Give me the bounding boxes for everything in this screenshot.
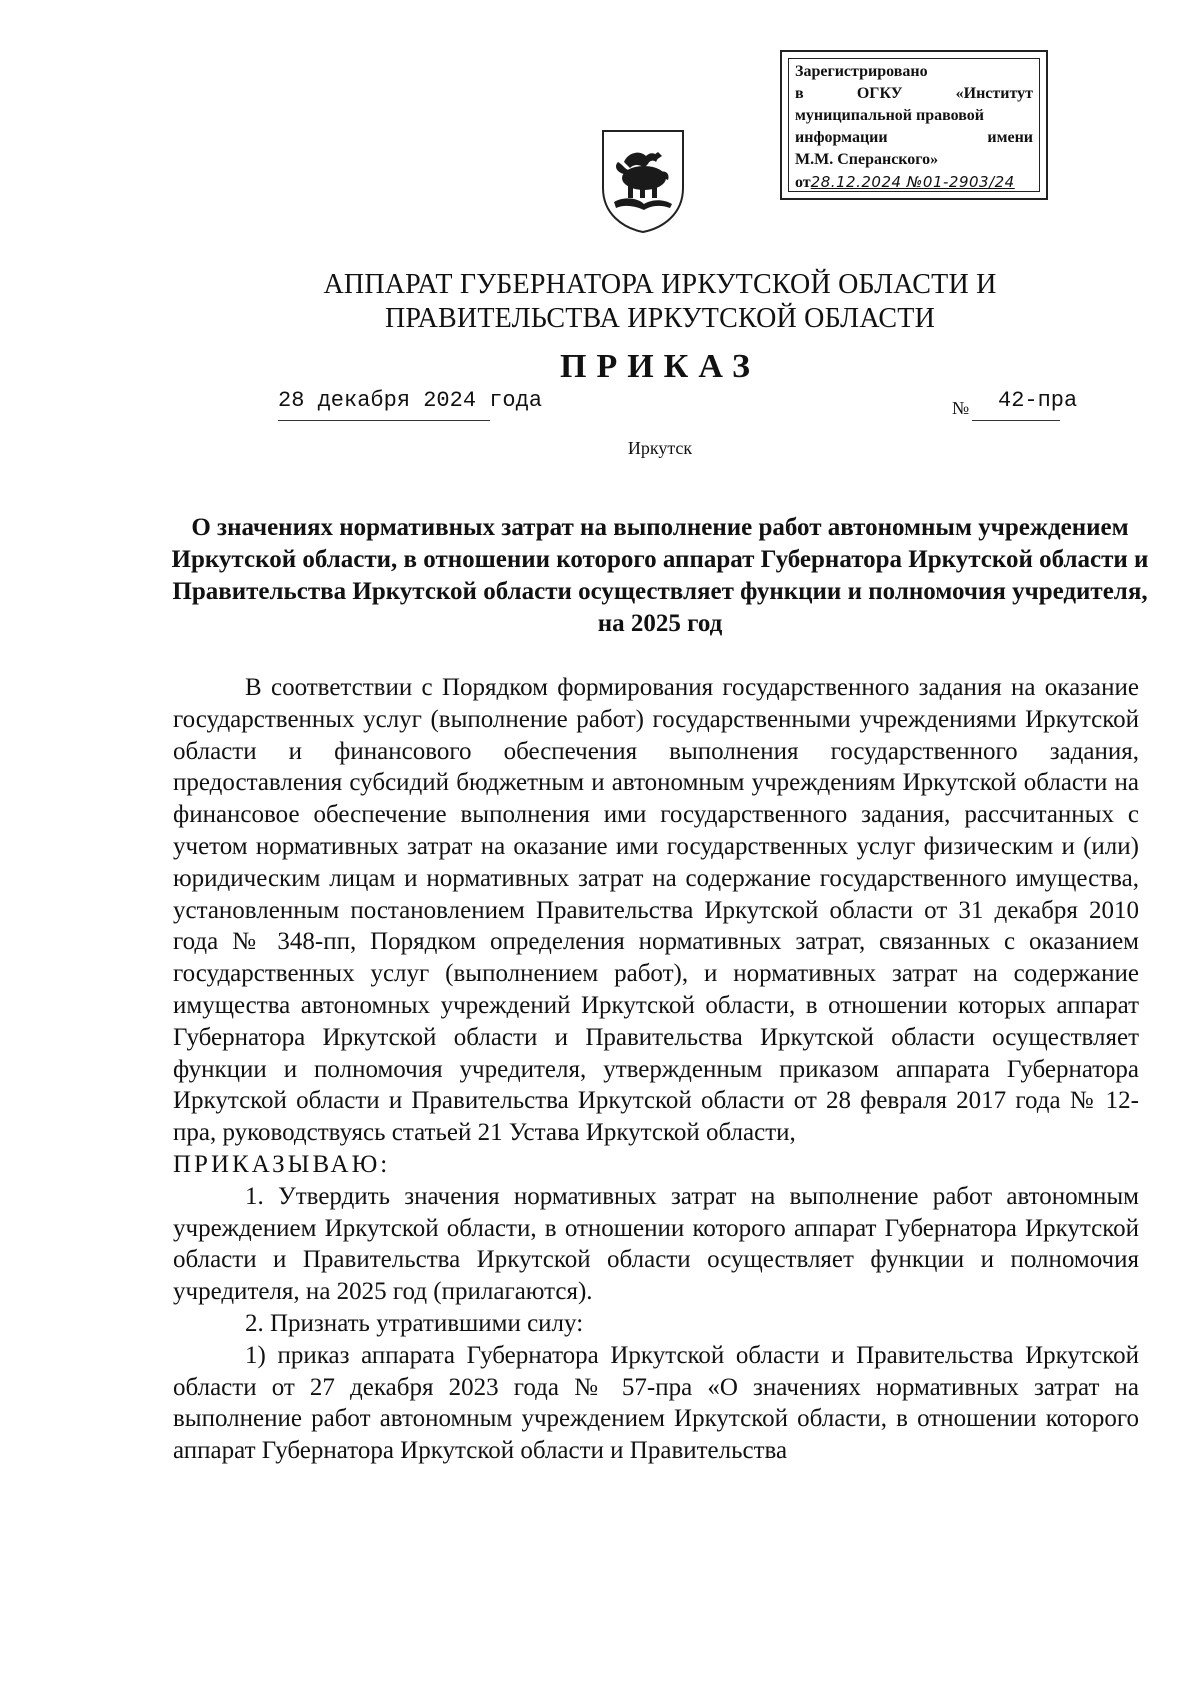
issuing-authority-line-1: АППАРАТ ГУБЕРНАТОРА ИРКУТСКОЙ ОБЛАСТИ И <box>323 269 997 300</box>
stamp-line-5: М.М. Сперанского» <box>795 151 939 168</box>
stamp-line-4-a: информации <box>795 129 888 146</box>
number-label: № <box>952 398 970 418</box>
stamp-date-prefix: от <box>795 174 811 191</box>
stamp-line-3: муниципальной правовой <box>795 107 985 124</box>
irkutsk-coat-of-arms-icon <box>600 128 686 234</box>
number-underline <box>972 420 1060 421</box>
document-title: О значениях нормативных затрат на выполнение работ автономным учреждением Иркутской области, в отношении которого аппарат Губернатора Иркутской области и Правительства Иркутской области осуществляет функции и полномочия учредителя, на 2025 год <box>171 514 1149 637</box>
stamp-line-2-a: в <box>795 85 804 102</box>
stamp-line-2-b: ОГКУ <box>856 85 903 102</box>
order-word: ПРИКАЗЫВАЮ: <box>173 1150 391 1178</box>
paragraph-item-2: 2. Признать утратившими силу: <box>245 1309 584 1337</box>
paragraph-item-1: 1. Утвердить значения нормативных затрат на выполнение работ автономным учреждением Иркутской области, в отношении которого аппарат Губернатора Иркутской области и Правительства Иркутской области осуществляет функции и полномочия учредителя, на 2025 год (прилагаются). <box>173 1182 1139 1306</box>
document-number: 42-пра <box>998 388 1078 413</box>
registration-stamp-inner <box>788 58 1040 192</box>
registration-stamp <box>780 50 1048 200</box>
issuing-authority-line-2: ПРАВИТЕЛЬСТВА ИРКУТСКОЙ ОБЛАСТИ <box>385 303 935 334</box>
stamp-line-4 <box>795 127 1033 149</box>
stamp-line-1: Зарегистрировано <box>795 63 928 80</box>
document-date: 28 декабря 2024 года <box>278 388 543 413</box>
stamp-line-4-b: имени <box>987 129 1033 146</box>
paragraph-item-2-1: 1) приказ аппарата Губернатора Иркутской области и Правительства Иркутской области от 27 декабря 2023 года № 57-пра «О значениях нормативных затрат на выполнение работ автономным учреждением Иркутской области, в отношении которого аппарат Губернатора Иркутской области и Правительства <box>173 1341 1139 1465</box>
date-underline <box>278 420 490 421</box>
document-type: ПРИКАЗ <box>560 348 760 385</box>
document-body <box>173 672 1139 1467</box>
document-city: Иркутск <box>627 438 693 458</box>
paragraph-preamble: В соответствии с Порядком формирования государственного задания на оказание государственных услуг (выполнение работ) государственными учреждениями Иркутской области и финансового обеспечения выполнения государственного задания, предоставления субсидий бюджетным и автономным учреждениям Иркутской области на финансовое обеспечение выполнения ими государственного задания, рассчитанных с учетом нормативных затрат на оказание ими государственных услуг физическим и (или) юридическим лицам и нормативных затрат на содержание государственного имущества, установленным постановлением Правительства Иркутской области от 31 декабря 2010 года № 348-пп, Порядком определения нормативных затрат, связанных с оказанием государственных услуг (выполнением работ), и нормативных затрат на содержание имущества автономных учреждений Иркутской области, в отношении которых аппарат Губернатора Иркутской области и Правительства Иркутской области осуществляет функции и полномочия учредителя, утвержденным приказом аппарата Губернатора Иркутской области и Правительства Иркутской области от 28 февраля 2017 года № 12-пра, руководствуясь статьей 21 Устава Иркутской области, <box>173 674 1139 1147</box>
stamp-line-6 <box>795 171 1033 194</box>
stamp-line-2 <box>795 83 1033 105</box>
stamp-handwritten-reg-number: 28.12.2024 №01-2903/24 <box>810 173 1015 191</box>
stamp-line-2-c: «Институт <box>955 85 1033 102</box>
